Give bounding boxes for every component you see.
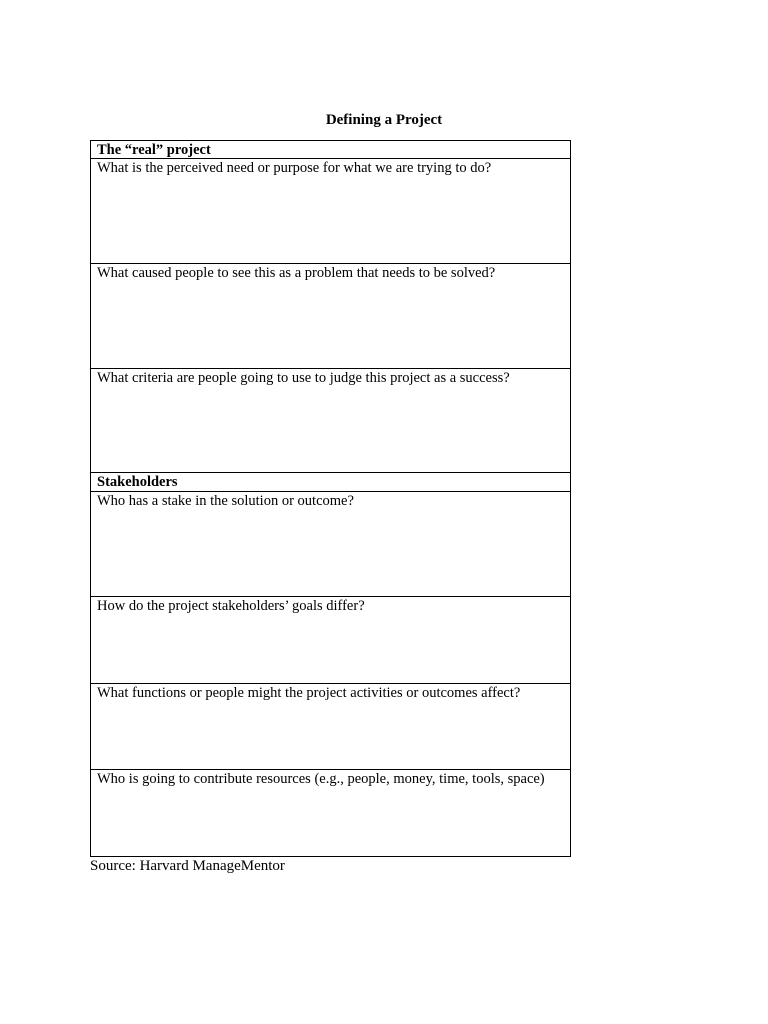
question-cell-functions-affected: What functions or people might the project activities or outcomes affect? [91, 684, 570, 770]
project-definition-table [90, 140, 571, 857]
question-cell-perceived-need: What is the perceived need or purpose for what we are trying to do? [91, 159, 570, 264]
source-citation: Source: Harvard ManageMentor [90, 858, 285, 874]
page-title: Defining a Project [325, 112, 443, 128]
question-cell-stake-holders: Who has a stake in the solution or outcome? [91, 492, 570, 597]
section-header-stakeholders: Stakeholders [91, 473, 570, 492]
section-header-real-project: The “real” project [91, 141, 570, 159]
question-cell-contribute-resources: Who is going to contribute resources (e.g., people, money, time, tools, space) [97, 771, 545, 787]
question-cell-goals-differ: How do the project stakeholders’ goals differ? [91, 597, 570, 684]
question-cell-success-criteria: What criteria are people going to use to judge this project as a success? [91, 369, 570, 473]
question-cell-problem-cause: What caused people to see this as a problem that needs to be solved? [91, 264, 570, 369]
